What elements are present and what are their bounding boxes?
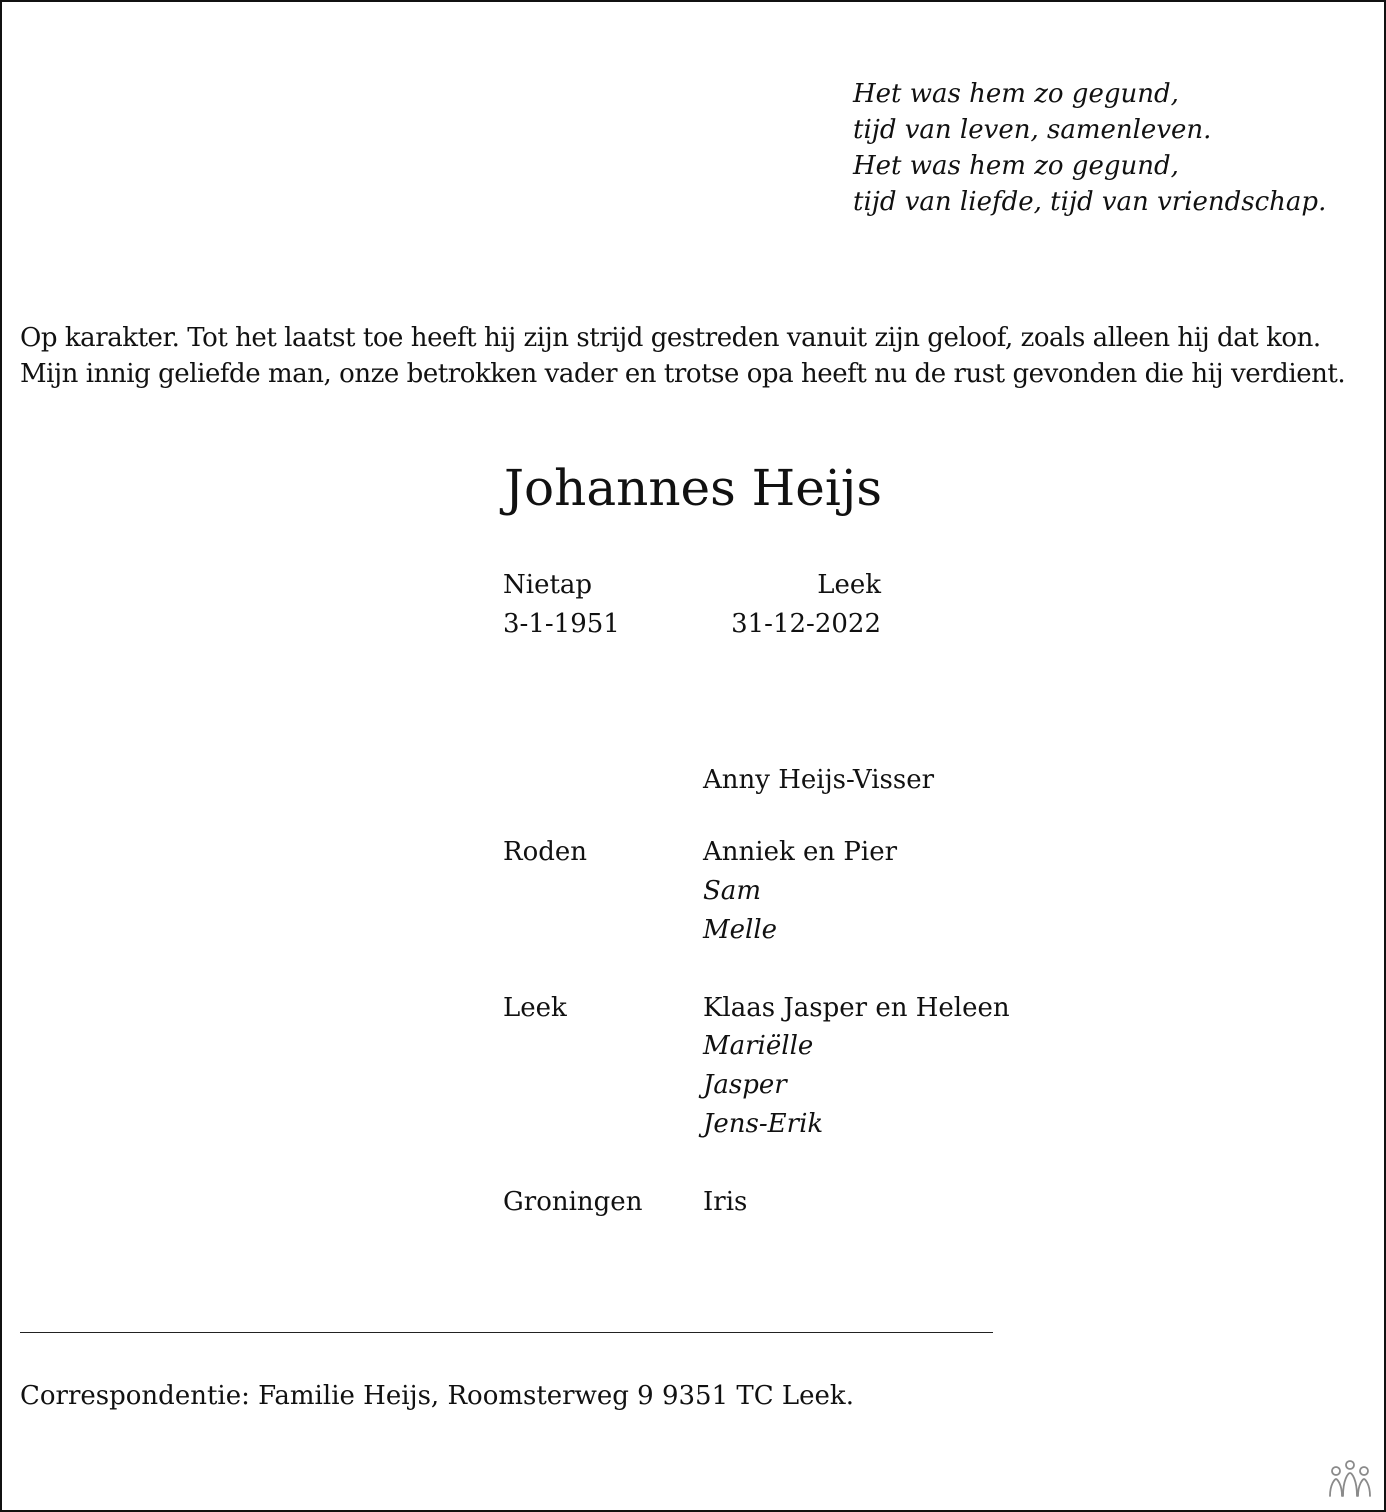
intro-line: Op karakter. Tot het laatst toe heeft hij zijn strijd gestreden vanuit zijn geloof, zoals alleen hij dat kon. bbox=[20, 323, 1321, 353]
family-parents: Klaas Jasper en Heleen bbox=[703, 993, 1010, 1023]
spouse-name: Anny Heijs-Visser bbox=[703, 765, 935, 795]
divider bbox=[20, 1332, 993, 1333]
deceased-name: Johannes Heijs bbox=[503, 459, 883, 517]
poem-line: Het was hem zo gegund, bbox=[853, 151, 1179, 181]
death-date: 31-12-2022 bbox=[731, 609, 881, 639]
death-place: Leek bbox=[817, 570, 881, 600]
grandchild-name: Jens-Erik bbox=[703, 1109, 824, 1139]
grandchild-name: Mariëlle bbox=[703, 1031, 814, 1061]
birth-date: 3-1-1951 bbox=[503, 609, 620, 639]
family-place: Groningen bbox=[503, 1187, 643, 1217]
poem-line: Het was hem zo gegund, bbox=[853, 79, 1179, 109]
family-place: Roden bbox=[503, 837, 588, 867]
family-parents: Anniek en Pier bbox=[703, 837, 898, 867]
intro-line: Mijn innig geliefde man, onze betrokken vader en trotse opa heeft nu de rust gevonden die hij verdient. bbox=[20, 359, 1346, 389]
grandchild-name: Sam bbox=[703, 876, 761, 906]
intro-text bbox=[20, 320, 1345, 392]
birth-place: Nietap bbox=[503, 570, 593, 600]
family-parents: Iris bbox=[703, 1187, 748, 1217]
people-group-icon bbox=[1326, 1458, 1374, 1498]
poem bbox=[853, 76, 1326, 220]
correspondence-address: Correspondentie: Familie Heijs, Roomsterweg 9 9351 TC Leek. bbox=[20, 1381, 854, 1411]
grandchild-name: Jasper bbox=[703, 1070, 787, 1100]
family-place: Leek bbox=[503, 993, 567, 1023]
poem-line: tijd van liefde, tijd van vriendschap. bbox=[853, 187, 1327, 217]
grandchild-name: Melle bbox=[703, 915, 778, 945]
poem-line: tijd van leven, samenleven. bbox=[853, 115, 1212, 145]
